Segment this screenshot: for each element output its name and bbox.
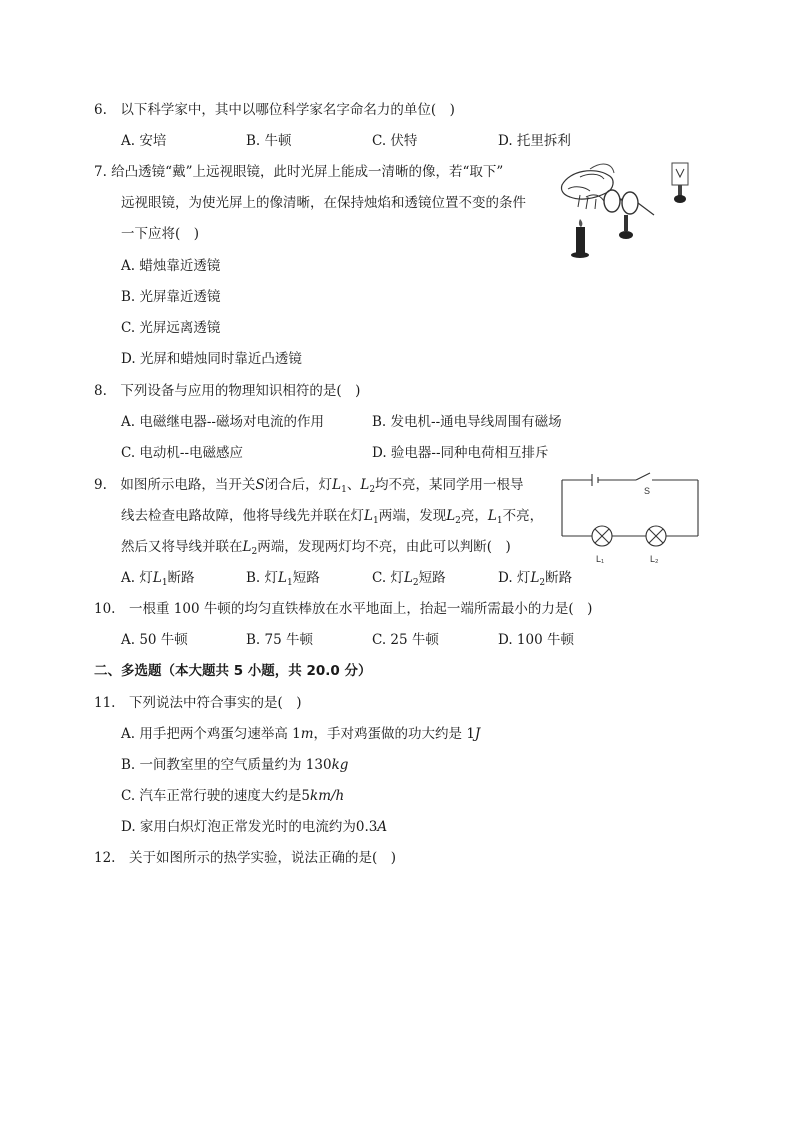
q10-stem: 10. 一根重 100 牛顿的均匀直铁棒放在水平地面上，抬起一端所需最小的力是( ) xyxy=(94,601,593,617)
q9-option-b[interactable]: B. 灯$L_1$短路 xyxy=(246,570,320,588)
q6-option-a[interactable]: A. 安培 xyxy=(121,133,167,149)
q7-option-b[interactable]: B. 光屏靠近透镜 xyxy=(121,289,221,305)
q10-option-a[interactable]: A. 50 牛顿 xyxy=(121,632,188,648)
q9-circuit-figure xyxy=(556,470,704,566)
q7-lens-figure xyxy=(550,155,710,265)
q11-option-a[interactable]: A. 用手把两个鸡蛋匀速举高 1m，手对鸡蛋做的功大约是 1J xyxy=(121,726,481,742)
q7-option-d[interactable]: D. 光屏和蜡烛同时靠近凸透镜 xyxy=(121,351,302,367)
q9-option-c[interactable]: C. 灯$L_2$短路 xyxy=(372,570,446,588)
q11-stem: 11. 下列说法中符合事实的是( ) xyxy=(94,695,302,711)
q8-option-c[interactable]: C. 电动机--电磁感应 xyxy=(121,445,244,461)
q8-stem: 8. 下列设备与应用的物理知识相符的是( ) xyxy=(94,383,361,399)
q10-option-d[interactable]: D. 100 牛顿 xyxy=(498,632,574,648)
q7-stem-line2: 远视眼镜，为使光屏上的像清晰，在保持烛焰和透镜位置不变的条件 xyxy=(121,195,526,211)
q6-option-c[interactable]: C. 伏特 xyxy=(372,133,418,149)
q6-stem: 6. 以下科学家中，其中以哪位科学家名字命名力的单位( ) xyxy=(94,102,455,118)
q7-option-c[interactable]: C. 光屏远离透镜 xyxy=(121,320,221,336)
q10-option-c[interactable]: C. 25 牛顿 xyxy=(372,632,439,648)
q9-stem-line3: 然后又将导线并联在$L_2$两端，发现两灯均不亮，由此可以判断( ) xyxy=(121,539,511,557)
q9-stem-line1: 9. 如图所示电路，当开关S闭合后，灯$L_1$、$L_2$均不亮，某同学用一根导 xyxy=(94,477,524,495)
switch-label: S xyxy=(644,486,651,496)
q11-option-d[interactable]: D. 家用白炽灯泡正常发光时的电流约为0.3A xyxy=(121,819,388,835)
lamp2-label: L₂ xyxy=(650,554,659,564)
q7-option-a[interactable]: A. 蜡烛靠近透镜 xyxy=(121,258,221,274)
q11-option-b[interactable]: B. 一间教室里的空气质量约为 130kg xyxy=(121,757,349,773)
q12-stem: 12. 关于如图所示的热学实验，说法正确的是( ) xyxy=(94,850,397,866)
q9-option-a[interactable]: A. 灯$L_1$断路 xyxy=(121,570,195,588)
q11-option-c[interactable]: C. 汽车正常行驶的速度大约是5km/h xyxy=(121,788,345,804)
q10-option-b[interactable]: B. 75 牛顿 xyxy=(246,632,313,648)
q8-option-d[interactable]: D. 验电器--同种电荷相互排斥 xyxy=(372,445,549,461)
q7-stem-line1: 7. 给凸透镜“戴”上远视眼镜，此时光屏上能成一清晰的像，若“取下” xyxy=(94,164,504,180)
q9-stem-line2: 线去检查电路故障，他将导线先并联在灯$L_1$两端，发现$L_2$亮，$L_1$不亮， xyxy=(121,508,544,526)
q6-option-d[interactable]: D. 托里拆利 xyxy=(498,133,571,149)
q7-stem-line3: 一下应将( ) xyxy=(121,226,200,242)
q9-option-d[interactable]: D. 灯$L_2$断路 xyxy=(498,570,573,588)
q8-option-b[interactable]: B. 发电机--通电导线周围有磁场 xyxy=(372,414,562,430)
lamp1-label: L₁ xyxy=(596,554,605,564)
q8-option-a[interactable]: A. 电磁继电器--磁场对电流的作用 xyxy=(121,414,324,430)
q6-option-b[interactable]: B. 牛顿 xyxy=(246,133,292,149)
section-heading-multi-choice: 二、多选题（本大题共 5 小题，共 20.0 分） xyxy=(94,663,372,679)
